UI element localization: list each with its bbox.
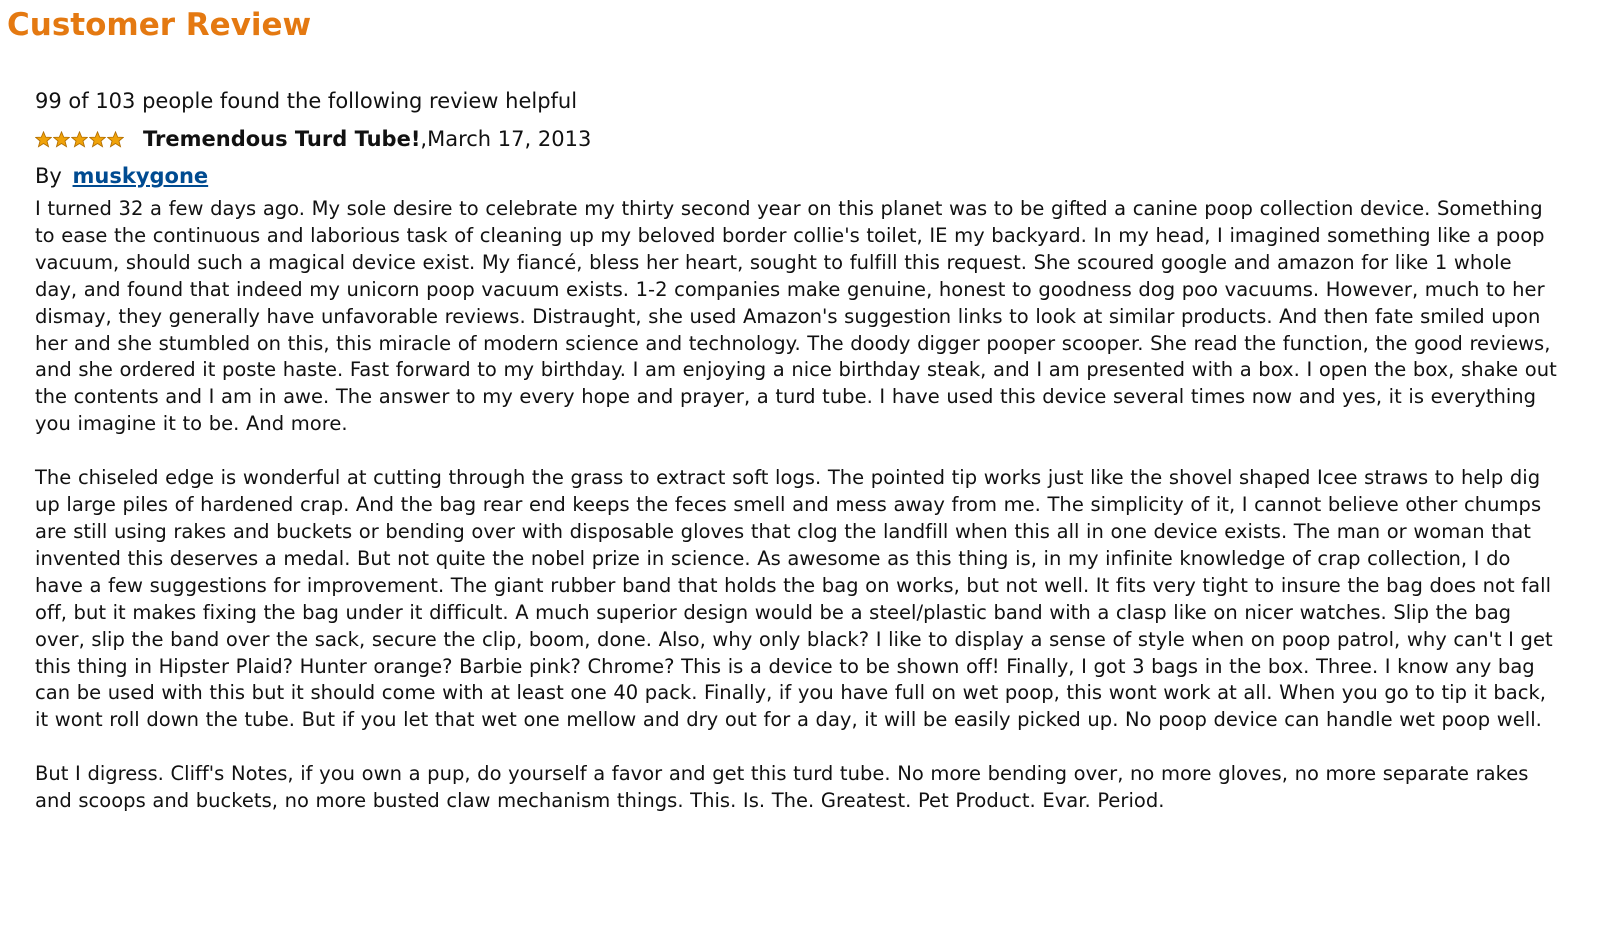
page-title: Customer Review (7, 7, 312, 43)
review-paragraph: I turned 32 a few days ago. My sole desire to celebrate my thirty second year on this planet was to be gifted a canine poop collection device. Something to ease the continuous and laborious task of cleaning up my beloved border collie's toilet, IE my backyard. In my head, I imagined something like a poop vacuum, should such a magical device exist. My fiancé, bless her heart, sought to fulfill this request. She scoured google and amazon for like 1 whole day, and found that indeed my unicorn poop vacuum exists. 1-2 companies make genuine, honest to goodness dog poo vacuums. However, much to her dismay, they generally have unfavorable reviews. Distraught, she used Amazon's suggestion links to look at similar products. And then fate smiled upon her and she stumbled on this, this miracle of modern science and technology. The doody digger pooper scooper. She read the function, the good reviews, and she ordered it poste haste. Fast forward to my birthday. I am enjoying a nice birthday steak, and I am presented with a box. I open the box, shake out the contents and I am in awe. The answer to my every hope and prayer, a turd tube. I have used this device several times now and yes, it is everything you imagine it to be. And more. (35, 197, 1557, 436)
star-icon (71, 131, 88, 148)
review-paragraph: The chiseled edge is wonderful at cutting through the grass to extract soft logs. The pointed tip works just like the shovel shaped Icee straws to help dig up large piles of hardened crap. And the bag rear end keeps the feces smell and mess away from me. The simplicity of it, I cannot believe other chumps are still using rakes and buckets or bending over with disposable gloves that clog the landfill when this all in one device exists. The man or woman that invented this deserves a medal. But not quite the nobel prize in science. As awesome as this thing is, in my infinite knowledge of crap collection, I do have a few suggestions for improvement. The giant rubber band that holds the bag on works, but not well. It fits very tight to insure the bag does not fall off, but it makes fixing the bag under it difficult. A much superior design would be a steel/plastic band with a clasp like on nicer watches. Slip the bag over, slip the band over the sack, secure the clip, boom, done. Also, why only black? I like to display a sense of style when on poop patrol, why can't I get this thing in Hipster Plaid? Hunter orange? Barbie pink? Chrome? This is a device to be shown off! Finally, I got 3 bags in the box. Three. I know any bag can be used with this but it should come with at least one 40 pack. Finally, if you have full on wet poop, this wont work at all. When you go to tip it back, it wont roll down the tube. But if you let that wet one mellow and dry out for a day, it will be easily picked up. No poop device can handle wet poop well. (35, 466, 1553, 732)
review-author-row (35, 161, 1560, 191)
customer-review (35, 86, 1560, 842)
star-icon (89, 131, 106, 148)
star-icon (53, 131, 70, 148)
review-body (35, 196, 1560, 815)
by-label: By (35, 164, 62, 188)
star-icon (35, 131, 52, 148)
star-icon (107, 131, 124, 148)
review-title-row (35, 124, 1560, 154)
review-title: Tremendous Turd Tube! (143, 127, 421, 151)
date-separator: , (420, 127, 428, 151)
review-date: March 17, 2013 (427, 127, 592, 151)
star-rating (35, 130, 125, 148)
review-paragraph: But I digress. Cliff's Notes, if you own a pup, do yourself a favor and get this turd tube. No more bending over, no more gloves, no more separate rakes and scoops and buckets, no more busted claw mechanism things. This. Is. The. Greatest. Pet Product. Evar. Period. (35, 762, 1529, 813)
helpful-votes-text: 99 of 103 people found the following review helpful (35, 89, 578, 113)
author-link[interactable]: muskygone (72, 164, 209, 188)
